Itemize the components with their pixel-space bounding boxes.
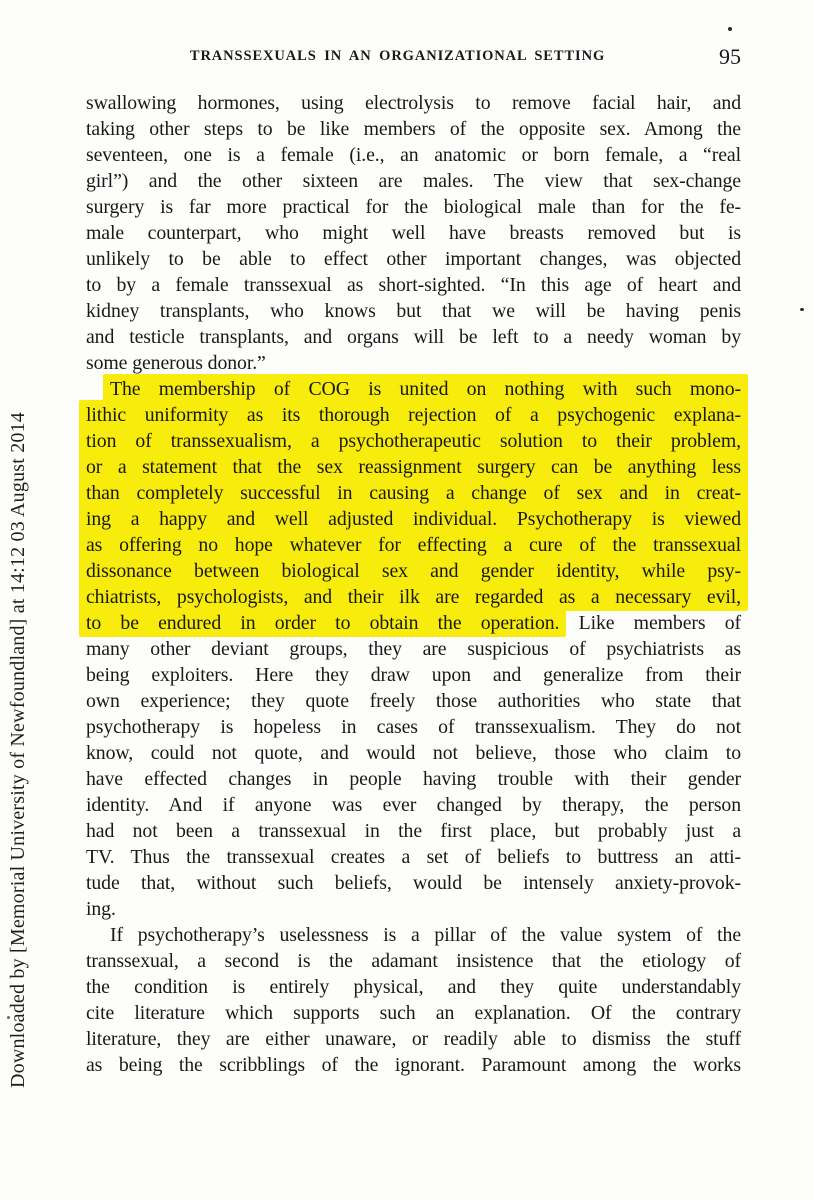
text-line: seventeen, one is a female (i.e., an anatomic or born female, a “real — [86, 144, 741, 166]
text-line: the condition is entirely physical, and they quite understandably — [86, 976, 741, 998]
text-line: male counterpart, who might well have breasts removed but is — [86, 222, 741, 244]
text-line: have effected changes in people having trouble with their gender — [86, 768, 741, 790]
text-line: know, could not quote, and would not believe, those who claim to — [86, 742, 741, 764]
text-line — [86, 376, 741, 402]
text-line: to by a female transsexual as short-sighted. “In this age of heart and — [86, 274, 741, 296]
scan-speck — [728, 27, 732, 31]
highlighted-text: dissonance between biological sex and gender identity, while psy- — [86, 556, 741, 585]
text-line: cite literature which supports such an explanation. Of the contrary — [86, 1002, 741, 1024]
text-line: own experience; they quote freely those authorities who state that — [86, 690, 741, 712]
text-line: some generous donor.” — [86, 352, 266, 374]
text-line — [86, 506, 741, 532]
text-line: had not been a transsexual in the first place, but probably just a — [86, 820, 741, 842]
text-line: literature, they are either unaware, or readily able to dismiss the stuff — [86, 1028, 741, 1050]
text-line: kidney transplants, who knows but that we will be having penis — [86, 300, 741, 322]
body-text — [86, 90, 741, 1078]
text-line — [86, 454, 741, 480]
page-number: 95 — [719, 44, 741, 69]
text-line: being exploiters. Here they draw upon and generalize from their — [86, 664, 741, 686]
text-line: as being the scribblings of the ignorant. Paramount among the works — [86, 1054, 741, 1076]
text-line: tude that, without such beliefs, would be intensely anxiety-provok- — [86, 872, 741, 894]
text-line: TV. Thus the transsexual creates a set of beliefs to buttress an atti- — [86, 846, 741, 868]
text-line — [86, 402, 741, 428]
text-line: to be endured in order to obtain the operation. Like members of — [86, 610, 741, 636]
text-line: and testicle transplants, and organs will be left to a needy woman by — [86, 326, 741, 348]
highlighted-text: as offering no hope whatever for effecting a cure of the transsexual — [86, 530, 741, 559]
text-line: ing. — [86, 898, 116, 920]
text-line: taking other steps to be like members of the opposite sex. Among the — [86, 118, 741, 140]
text-line: identity. And if anyone was ever changed by therapy, the person — [86, 794, 741, 816]
text-line — [86, 584, 741, 610]
scan-speck — [800, 308, 804, 311]
highlighted-text: chiatrists, psychologists, and their ilk are regarded as a necessary evil, — [86, 582, 741, 611]
text-line — [86, 558, 741, 584]
download-watermark: Downloaded by [Memorial University of Newfoundland] at 14:12 03 August 2014 — [7, 411, 29, 1088]
page-header — [86, 44, 741, 70]
highlighted-text: than completely successful in causing a change of sex and in creat- — [86, 478, 741, 507]
text-line — [86, 480, 741, 506]
text-line: transsexual, a second is the adamant insistence that the etiology of — [86, 950, 741, 972]
text-line — [86, 428, 741, 454]
running-title: TRANSSEXUALS IN AN ORGANIZATIONAL SETTING — [189, 48, 606, 64]
text-line: swallowing hormones, using electrolysis to remove facial hair, and — [86, 92, 741, 114]
highlighted-text: lithic uniformity as its thorough rejection of a psychogenic explana- — [86, 400, 741, 429]
text-line: If psychotherapy’s uselessness is a pillar of the value system of the — [110, 924, 741, 946]
highlighted-text: to be endured in order to obtain the operation. — [86, 608, 559, 637]
text-line — [86, 532, 741, 558]
highlighted-text: The membership of COG is united on nothing with such mono- — [110, 374, 741, 403]
highlighted-text: or a statement that the sex reassignment surgery can be anything less — [86, 452, 741, 481]
highlighted-text: ing a happy and well adjusted individual. Psychotherapy is viewed — [86, 504, 741, 533]
text-line: unlikely to be able to effect other important changes, was objected — [86, 248, 741, 270]
text-line: girl”) and the other sixteen are males. The view that sex-change — [86, 170, 741, 192]
text-line: psychotherapy is hopeless in cases of transsexualism. They do not — [86, 716, 741, 738]
highlighted-text: tion of transsexualism, a psychotherapeutic solution to their problem, — [86, 426, 741, 455]
text-line: many other deviant groups, they are suspicious of psychiatrists as — [86, 638, 741, 660]
text-line: surgery is far more practical for the biological male than for the fe- — [86, 196, 741, 218]
